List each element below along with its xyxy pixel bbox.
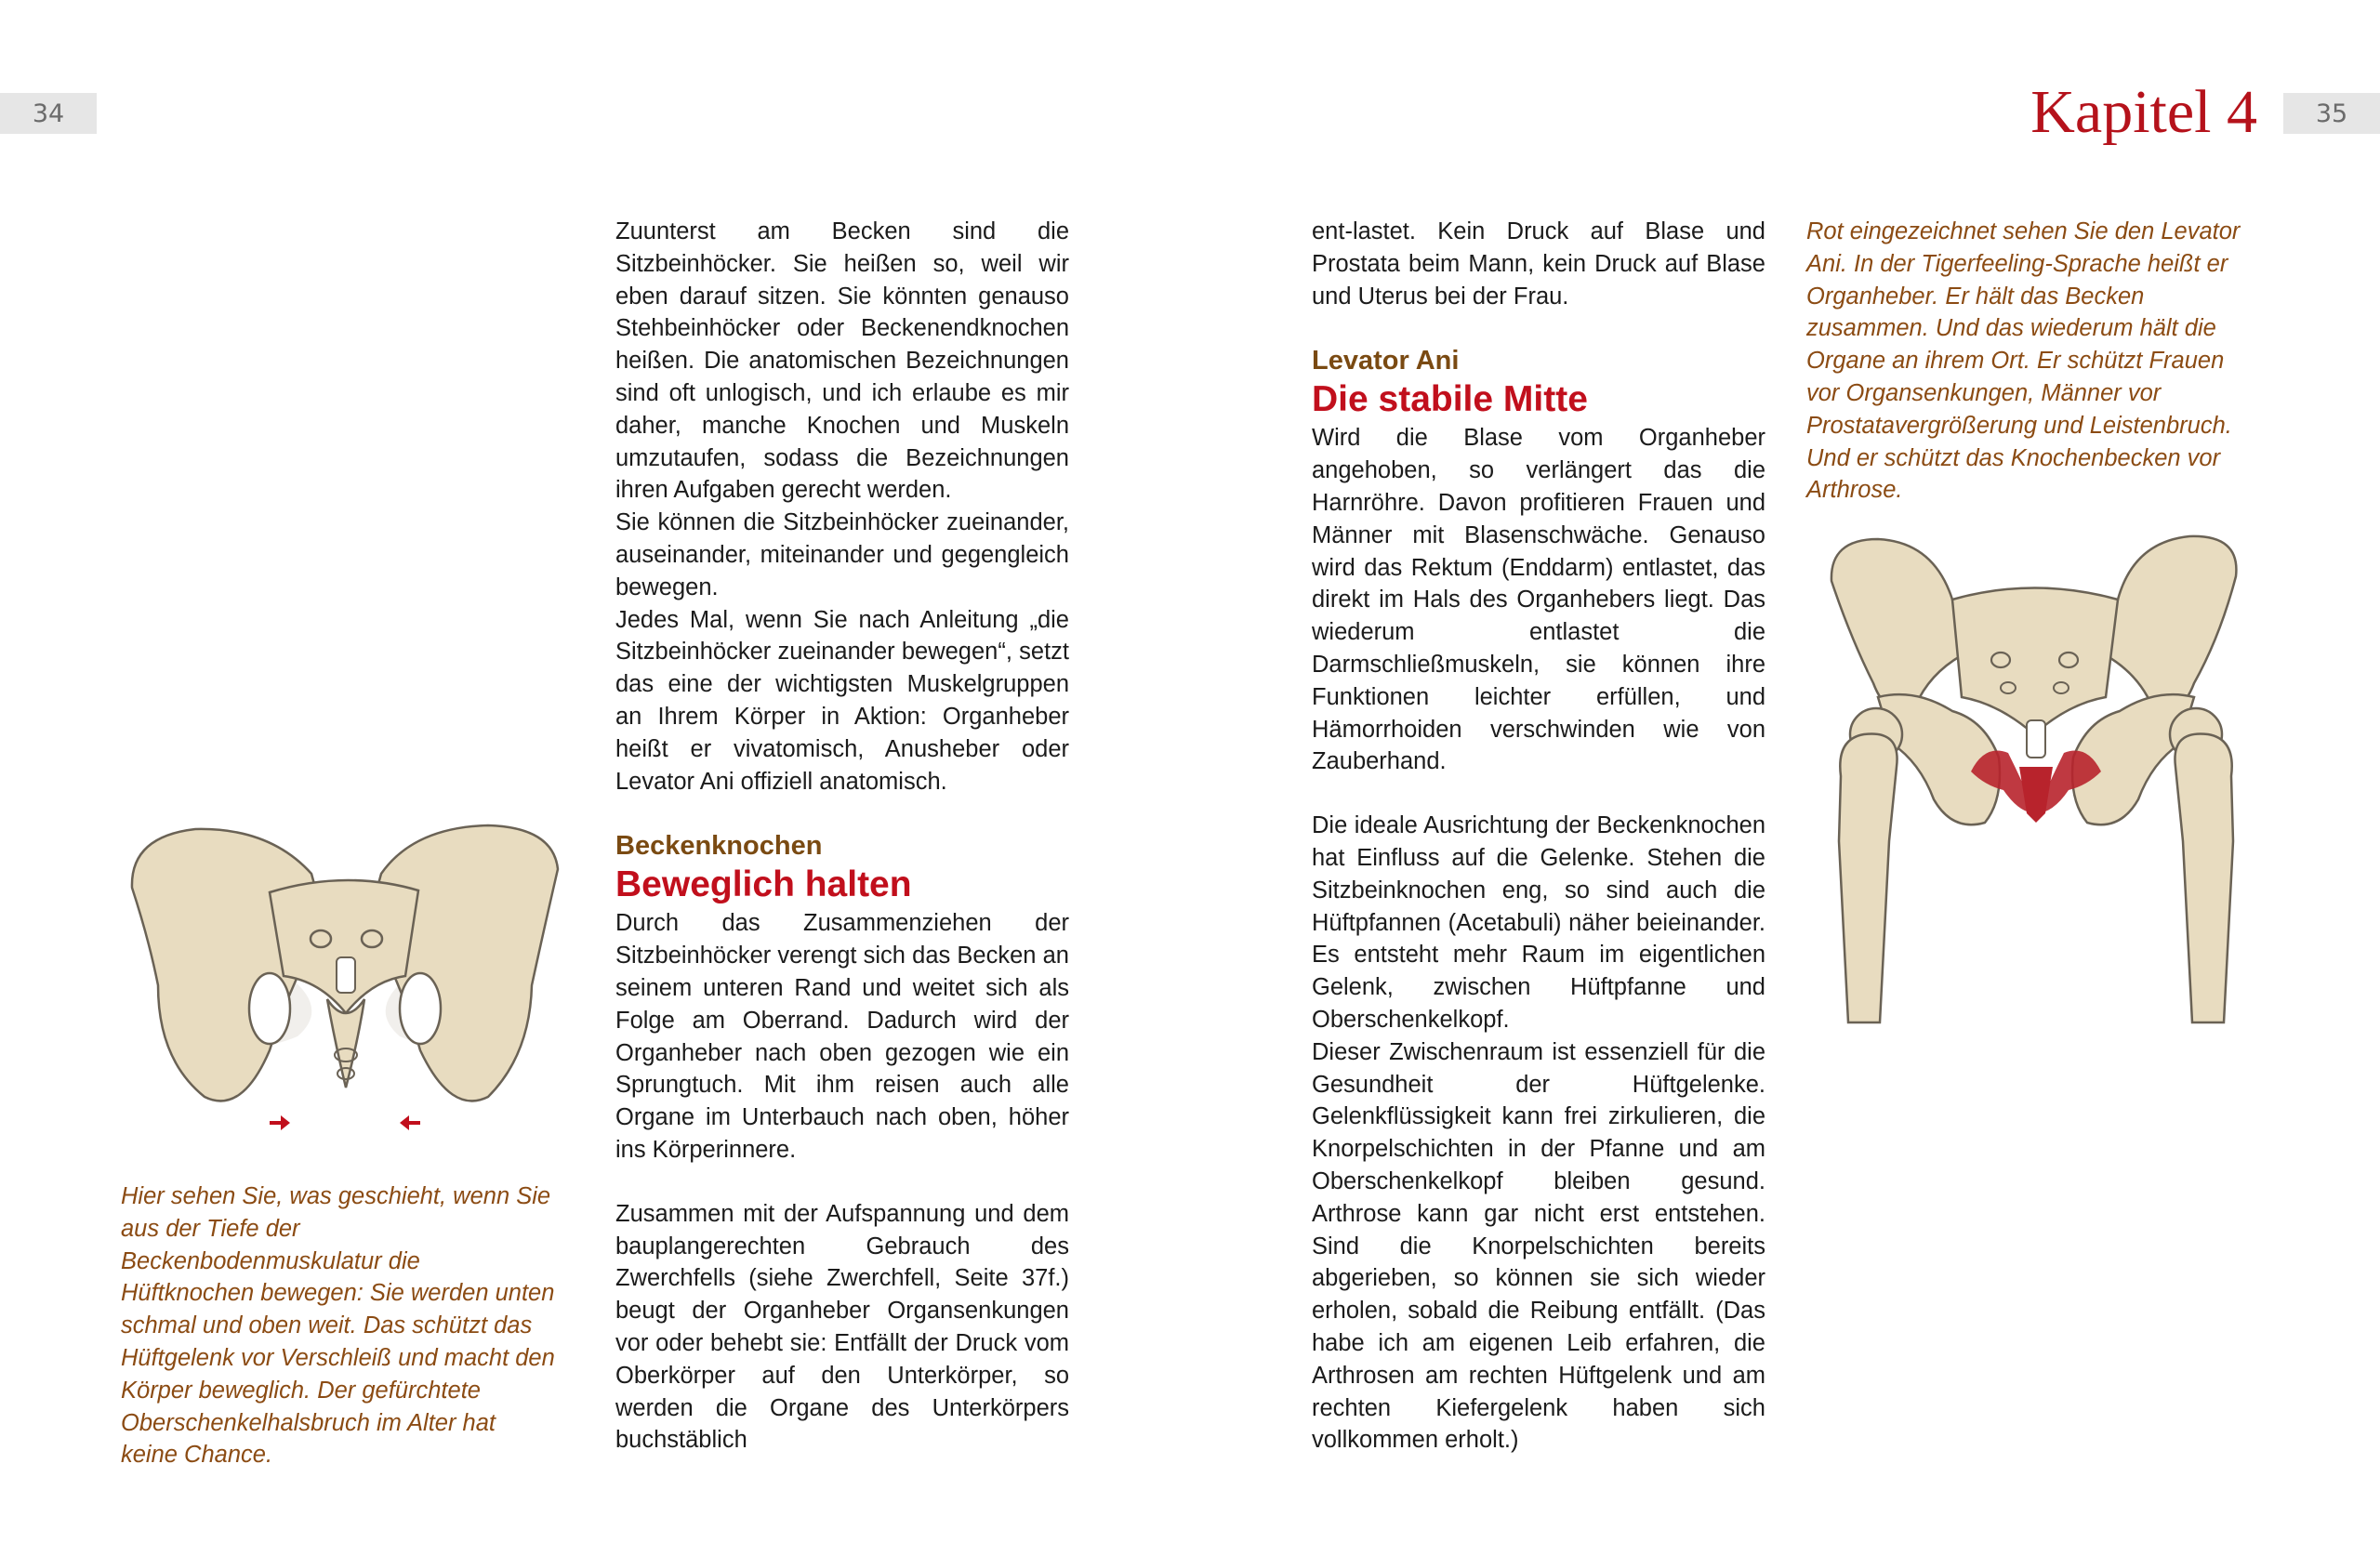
paragraph: Zuunterst am Becken sind die Sitzbeinhöcker. Sie heißen so, weil wir eben darauf sitzen. Sie könnten genauso Stehbeinhöcker oder Beckenendknochen heißen. Die anatomischen Bezeichnungen sind oft unlogisch, und ich erlaube es mir daher, manche Knochen und Muskeln umzutaufen, sodass die Bezeichnungen ihren Aufgaben gerecht werden. [615, 218, 1069, 504]
caption-left: Hier sehen Sie, was geschieht, wenn Sie aus der Tiefe der Beckenbodenmuskulatur die Hüftknochen bewegen: Sie werden unten schmal und oben weit. Das schützt das Hüftgelenk vor Verschleiß und macht den Körper beweglich. Der gefürchtete Oberschenkelhalsbruch im Alter hat keine Chance. [121, 1183, 555, 1469]
paragraph: Zusammen mit der Aufspannung und dem bauplangerechten Gebrauch des Zwerchfells (siehe Zwerchfell, Seite 37f.) beugt der Organheber Organsenkungen vor oder behebt sie: Entfällt der Druck vom Oberkörper auf den Unterkörper, so werden die Organe des Unterkörpers buchstäblich [615, 1200, 1069, 1454]
paragraph: Durch das Zusammenziehen der Sitzbeinhöcker verengt sich das Becken an seinem unteren Rand und weitet sich als Folge am Oberrand. Dadurch wird der Organheber nach oben gezogen wie ein Sprungtuch. Mit ihm reisen auch alle Organe im Unterbauch nach oben, höher ins Körperinnere. [615, 910, 1069, 1163]
pelvis-femur-illustration-icon [1822, 534, 2250, 1027]
section-heading: Beweglich halten [615, 864, 912, 905]
paragraph: Die ideale Ausrichtung der Beckenknochen hat Einfluss auf die Gelenke. Stehen die Sitzbeinknochen eng, so sind auch die Hüftpfannen (Acetabuli) näher beieinander. Es entsteht mehr Raum im eigentlichen Gelenk, zwischen Hüftpfanne und Oberschenkelkopf. [1312, 812, 1765, 1033]
paragraph: ent-lastet. Kein Druck auf Blase und Prostata beim Mann, kein Druck auf Blase und Uterus bei der Frau. [1312, 218, 1765, 310]
pelvis-illustration-icon [130, 818, 567, 1134]
paragraph: Jedes Mal, wenn Sie nach Anleitung „die Sitzbeinhöcker zueinander bewegen“, setzt das eine der wichtigsten Muskelgruppen an Ihrem Körper in Aktion: Organheber heißt er vivatomisch, Anusheber oder Levator Ani offiziell anatomisch. [615, 606, 1069, 795]
paragraph: Wird die Blase vom Organheber angehoben, so verlängert das die Harnröhre. Davon profitieren Frauen und Männer mit Blasenschwäche. Genauso wird das Rektum (Enddarm) entlastet, das direkt im Hals des Organhebers liegt. Das wiederum entlastet die Darmschließmuskeln, sie können ihre Funktionen leichter erfüllen, und Hämorrhoiden verschwinden wie von Zauberhand. [1312, 425, 1765, 775]
chapter-title: Kapitel 4 [2030, 78, 2257, 146]
paragraph: Sie können die Sitzbeinhöcker zueinander, auseinander, miteinander und gegengleich bewegen. [615, 509, 1069, 600]
page-number-left: 34 [0, 93, 97, 134]
caption-right: Rot eingezeichnet sehen Sie den Levator Ani. In der Tigerfeeling-Sprache heißt er Organheber. Er hält das Becken zusammen. Und das wiederum hält die Organe an ihrem Ort. Er schützt Frauen vor Organsenkungen, Männer vor Prostatavergrößerung und Leistenbruch. Und er schützt das Knochenbecken vor Arthrose. [1806, 218, 2241, 504]
paragraph: Dieser Zwischenraum ist essenziell für die Gesundheit der Hüftgelenke. Gelenkflüssigkeit kann frei zirkulieren, die Knorpelschichten in der Pfanne und am Oberschenkelkopf bleiben gesund. Arthrose kann gar nicht erst entstehen. Sind die Knorpelschichten bereits abgerieben, so können sie sich wieder erholen, sobald die Reibung entfällt. (Das habe ich am eigenen Leib erfahren, die Arthrosen am rechten Hüftgelenk und am rechten Kiefergelenk haben sich vollkommen erholt.) [1312, 1038, 1765, 1454]
section-kicker: Levator Ani [1312, 346, 1460, 376]
column-a [615, 216, 1069, 1457]
page-number-right: 35 [2283, 93, 2380, 134]
section-kicker: Beckenknochen [615, 831, 823, 862]
column-b [1312, 216, 1765, 1457]
section-heading: Die stabile Mitte [1312, 379, 1588, 420]
